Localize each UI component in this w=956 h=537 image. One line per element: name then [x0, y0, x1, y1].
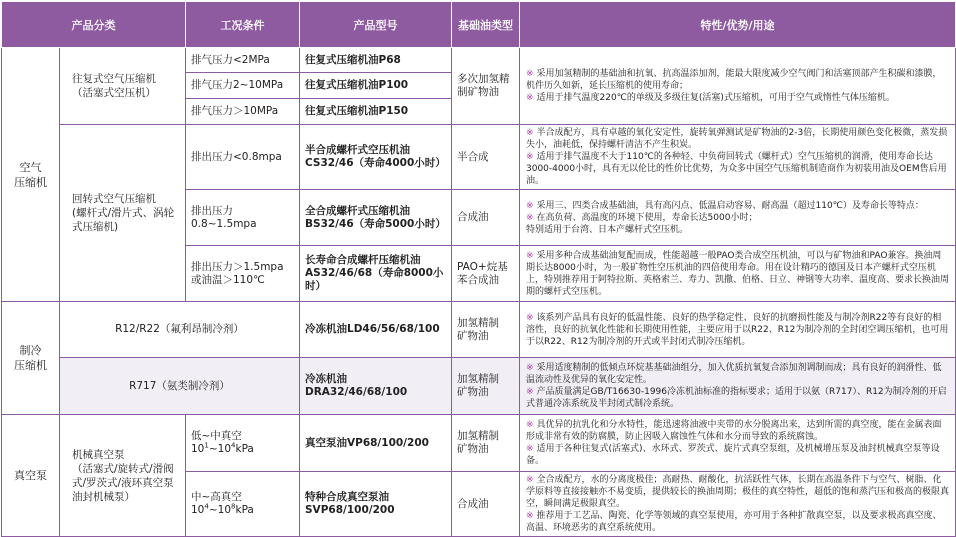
feature-text: 在高负荷、高温度的环境下使用，寿命长达5000小时； 特别适用于台湾、日本产螺杆式空压机。 — [526, 212, 758, 235]
group-refrig: 制冷 压缩机 — [2, 302, 60, 415]
oil-cell: 多次加氢精制矿物油 — [452, 48, 520, 125]
cond-cell: 排气压力2~10MPa — [186, 73, 300, 99]
feature-text: 推荐用于工艺品、陶瓷、化学等领域的真空泵使用，亦可用于各种扩散真空泵，以及要求极高真空度、高温、环境恶劣的真空系统使用。 — [526, 511, 942, 533]
oil-cell: 加氢精制 矿物油 — [452, 302, 520, 358]
oil-cell: 加氢精制 矿物油 — [452, 415, 520, 472]
asterisk-icon: ※ — [526, 69, 534, 79]
product-table — [1, 1, 956, 537]
cond-cell: 排气压力<2MPa — [186, 48, 300, 73]
product-cell: 全合成螺杆式压缩机油 BS32/46（寿命5000小时） — [300, 190, 452, 246]
product-cell: 真空泵油VP68/100/200 — [300, 415, 452, 472]
sub-r717: R717（氨类制冷剂） — [60, 358, 300, 415]
feature-text: 产品质量满足GB/T16630-1996冷冻机油标准的指标要求；适用于以氨（R717）、R12为制冷剂的开启式普通冷冻系统及半封闭式制冷系统。 — [526, 387, 947, 409]
asterisk-icon: ※ — [526, 250, 534, 261]
table-row — [2, 125, 956, 190]
feature-text: 全合成配方，水的分离度极佳；高耐热、耐酸化，抗活跃性气体，长期在高温条件下与空气、树脂、化学原料等直接接触亦不易变质，提供较长的换油周期；极佳的真空特性，超低的饱和蒸汽压和极高的极限真空，瞬间满足极限真空。 — [526, 475, 950, 509]
features-cs — [520, 125, 956, 190]
sub-r12: R12/R22（氟利昂制冷剂） — [60, 302, 300, 358]
feature-text: 具优异的抗乳化和分水特性，能迅速将油液中夹带的水分脱离出来，达到所需的真空度，能在金属表面形成非常有效的防腐膜，防止因吸入腐蚀性气体和水分而导致的系统腐蚀。 — [526, 420, 942, 442]
asterisk-icon: ※ — [526, 152, 534, 162]
features-vp — [520, 415, 956, 472]
feature-line — [526, 386, 949, 410]
feature-text: 采用加氢精制的基础油和抗氧、抗高温添加剂，能最大限度减少空气阀门和活塞顶部产生积碳和漆膜，机件历久如新，延长压缩机的使用寿命； — [526, 69, 942, 91]
feature-line — [526, 151, 949, 187]
header-base-oil: 基础油类型 — [452, 2, 520, 48]
oil-cell: PAO+烷基苯合成油 — [452, 246, 520, 302]
product-cell: 冷冻机油DRA32/46/68/100 — [300, 358, 452, 415]
product-cell: 长寿命合成螺杆压缩机油 AS32/46/68（寿命8000小时） — [300, 246, 452, 302]
group-air: 空气 压缩机 — [2, 48, 60, 302]
feature-text: 采用适度精制的低倾点环烷基基础油组分，加入优质抗氧复合添加剂调制而成；具有良好的润滑性、低温流动性及优异的氧化安定性。 — [526, 363, 942, 385]
features-ld — [520, 302, 956, 358]
asterisk-icon: ※ — [526, 511, 534, 521]
asterisk-icon: ※ — [526, 93, 534, 103]
asterisk-icon: ※ — [526, 200, 534, 211]
asterisk-icon: ※ — [526, 444, 534, 454]
features-dra — [520, 358, 956, 415]
header-features: 特性/优势/用途 — [520, 2, 956, 48]
oil-cell: 合成油 — [452, 472, 520, 537]
cond-cell: 低~中真空 $10^1\sim 10^4kPa$ — [186, 415, 300, 472]
table-row — [2, 302, 956, 358]
oil-cell: 半合成 — [452, 125, 520, 190]
asterisk-icon: ※ — [526, 475, 534, 485]
feature-line — [526, 362, 949, 386]
feature-line — [526, 443, 949, 467]
feature-line — [526, 312, 949, 348]
feature-line — [526, 510, 949, 534]
table-row — [2, 48, 956, 73]
product-cell: 半合成螺杆式空压机油 CS32/46（寿命4000小时） — [300, 125, 452, 190]
table-row — [2, 358, 956, 415]
asterisk-icon: ※ — [526, 420, 534, 430]
feature-text: 采用三、四类合成基础油，具有高闪点、低温启动容易、耐高温（超过110℃）及寿命长等特点： — [536, 200, 924, 211]
product-cell: 往复式压缩机油P150 — [300, 99, 452, 125]
sub-recip: 往复式空气压缩机 （活塞式空压机） — [60, 48, 186, 125]
oil-cell: 加氢精制 矿物油 — [452, 358, 520, 415]
asterisk-icon: ※ — [526, 312, 534, 323]
asterisk-icon: ※ — [526, 212, 534, 223]
feature-line — [526, 212, 949, 236]
asterisk-icon: ※ — [526, 128, 534, 138]
header-condition: 工况条件 — [186, 2, 300, 48]
features-bs — [520, 190, 956, 246]
feature-line — [526, 250, 949, 298]
features-svp — [520, 472, 956, 537]
feature-line — [526, 200, 949, 212]
table-row — [2, 415, 956, 472]
asterisk-icon: ※ — [526, 387, 534, 397]
product-cell: 冷冻机油LD46/56/68/100 — [300, 302, 452, 358]
feature-text: 采用多种合成基础油复配而成，性能超越一般PAO类合成空压机油，可以与矿物油和PAO兼容。换油周期长达8000小时，为一般矿物性空压机油的四倍使用寿命。用在设计精巧的德国及日本产螺杆式空压机上，特别推荐用于阿特拉斯、英格索兰、寿力、凯撒、伯格、日立、神钢等大功率、温度高、要求长换油周期的螺杆式空压机。 — [526, 250, 950, 297]
feature-text: 适用于各种往复式(活塞式)、水环式、罗茨式、旋片式真空泵组，及机械增压泵及油封机械真空泵等设备。 — [526, 444, 940, 466]
cond-cell: 排气压力＞10MPa — [186, 99, 300, 125]
feature-line — [526, 127, 949, 151]
header-category: 产品分类 — [2, 2, 186, 48]
cond-cell: 中~高真空 $10^4\sim 10^8kPa$ — [186, 472, 300, 537]
header-product: 产品型号 — [300, 2, 452, 48]
feature-text: 适用于排气温度不大于110℃的各种轻、中负荷回转式（螺杆式）空气压缩机的润滑，使用寿命长达3000-4000小时，具有无以伦比的性价比优势，为众多中国空气压缩机制造商作为初装用油及OEM售后用油。 — [526, 152, 947, 186]
cond-cell: 排出压力＞1.5mpa 或油温＞110℃ — [186, 246, 300, 302]
oil-cell: 合成油 — [452, 190, 520, 246]
product-cell: 往复式压缩机油P68 — [300, 48, 452, 73]
feature-text: 该系列产品具有良好的低温性能、良好的热学稳定性、良好的抗磨损性能及与制冷剂R22等有良好的相溶性，良好的抗氧化性能和长期使用性能，主要应用于以R22、R12为制冷剂的全封闭空调压缩机，也可用于以R22、R12为制冷剂的开式或半封闭式制冷压缩机。 — [526, 312, 949, 347]
product-cell: 特种合成真空泵油 SVP68/100/200 — [300, 472, 452, 537]
sub-rotary: 回转式空气压缩机 (螺杆式/滑片式、涡轮式压缩机) — [60, 125, 186, 302]
features-recip — [520, 48, 956, 125]
features-as — [520, 246, 956, 302]
feature-line — [526, 419, 949, 443]
feature-line — [526, 474, 949, 510]
product-cell: 往复式压缩机油P100 — [300, 73, 452, 99]
feature-text: 半合成配方，具有卓越的氧化安定性，旋转氧弹测试是矿物油的2-3倍，长期使用颜色变化极微，蒸发损失小，油耗低，保持螺杆清洁不产生积炭。 — [526, 128, 948, 150]
sub-mech: 机械真空泵 （活塞式/旋转式/滑阀式/罗茨式/液环真空泵油封机械泵） — [60, 415, 186, 537]
header-row — [2, 2, 956, 48]
asterisk-icon: ※ — [526, 363, 534, 373]
group-vacuum: 真空泵 — [2, 415, 60, 537]
cond-cell: 排出压力<0.8mpa — [186, 125, 300, 190]
feature-line — [526, 68, 949, 92]
cond-cell: 排出压力0.8~1.5mpa — [186, 190, 300, 246]
feature-text: 适用于排气温度220℃的单级及多级往复(活塞)式压缩机，可用于空气或惰性气体压缩机。 — [536, 93, 895, 103]
feature-line — [526, 92, 949, 104]
